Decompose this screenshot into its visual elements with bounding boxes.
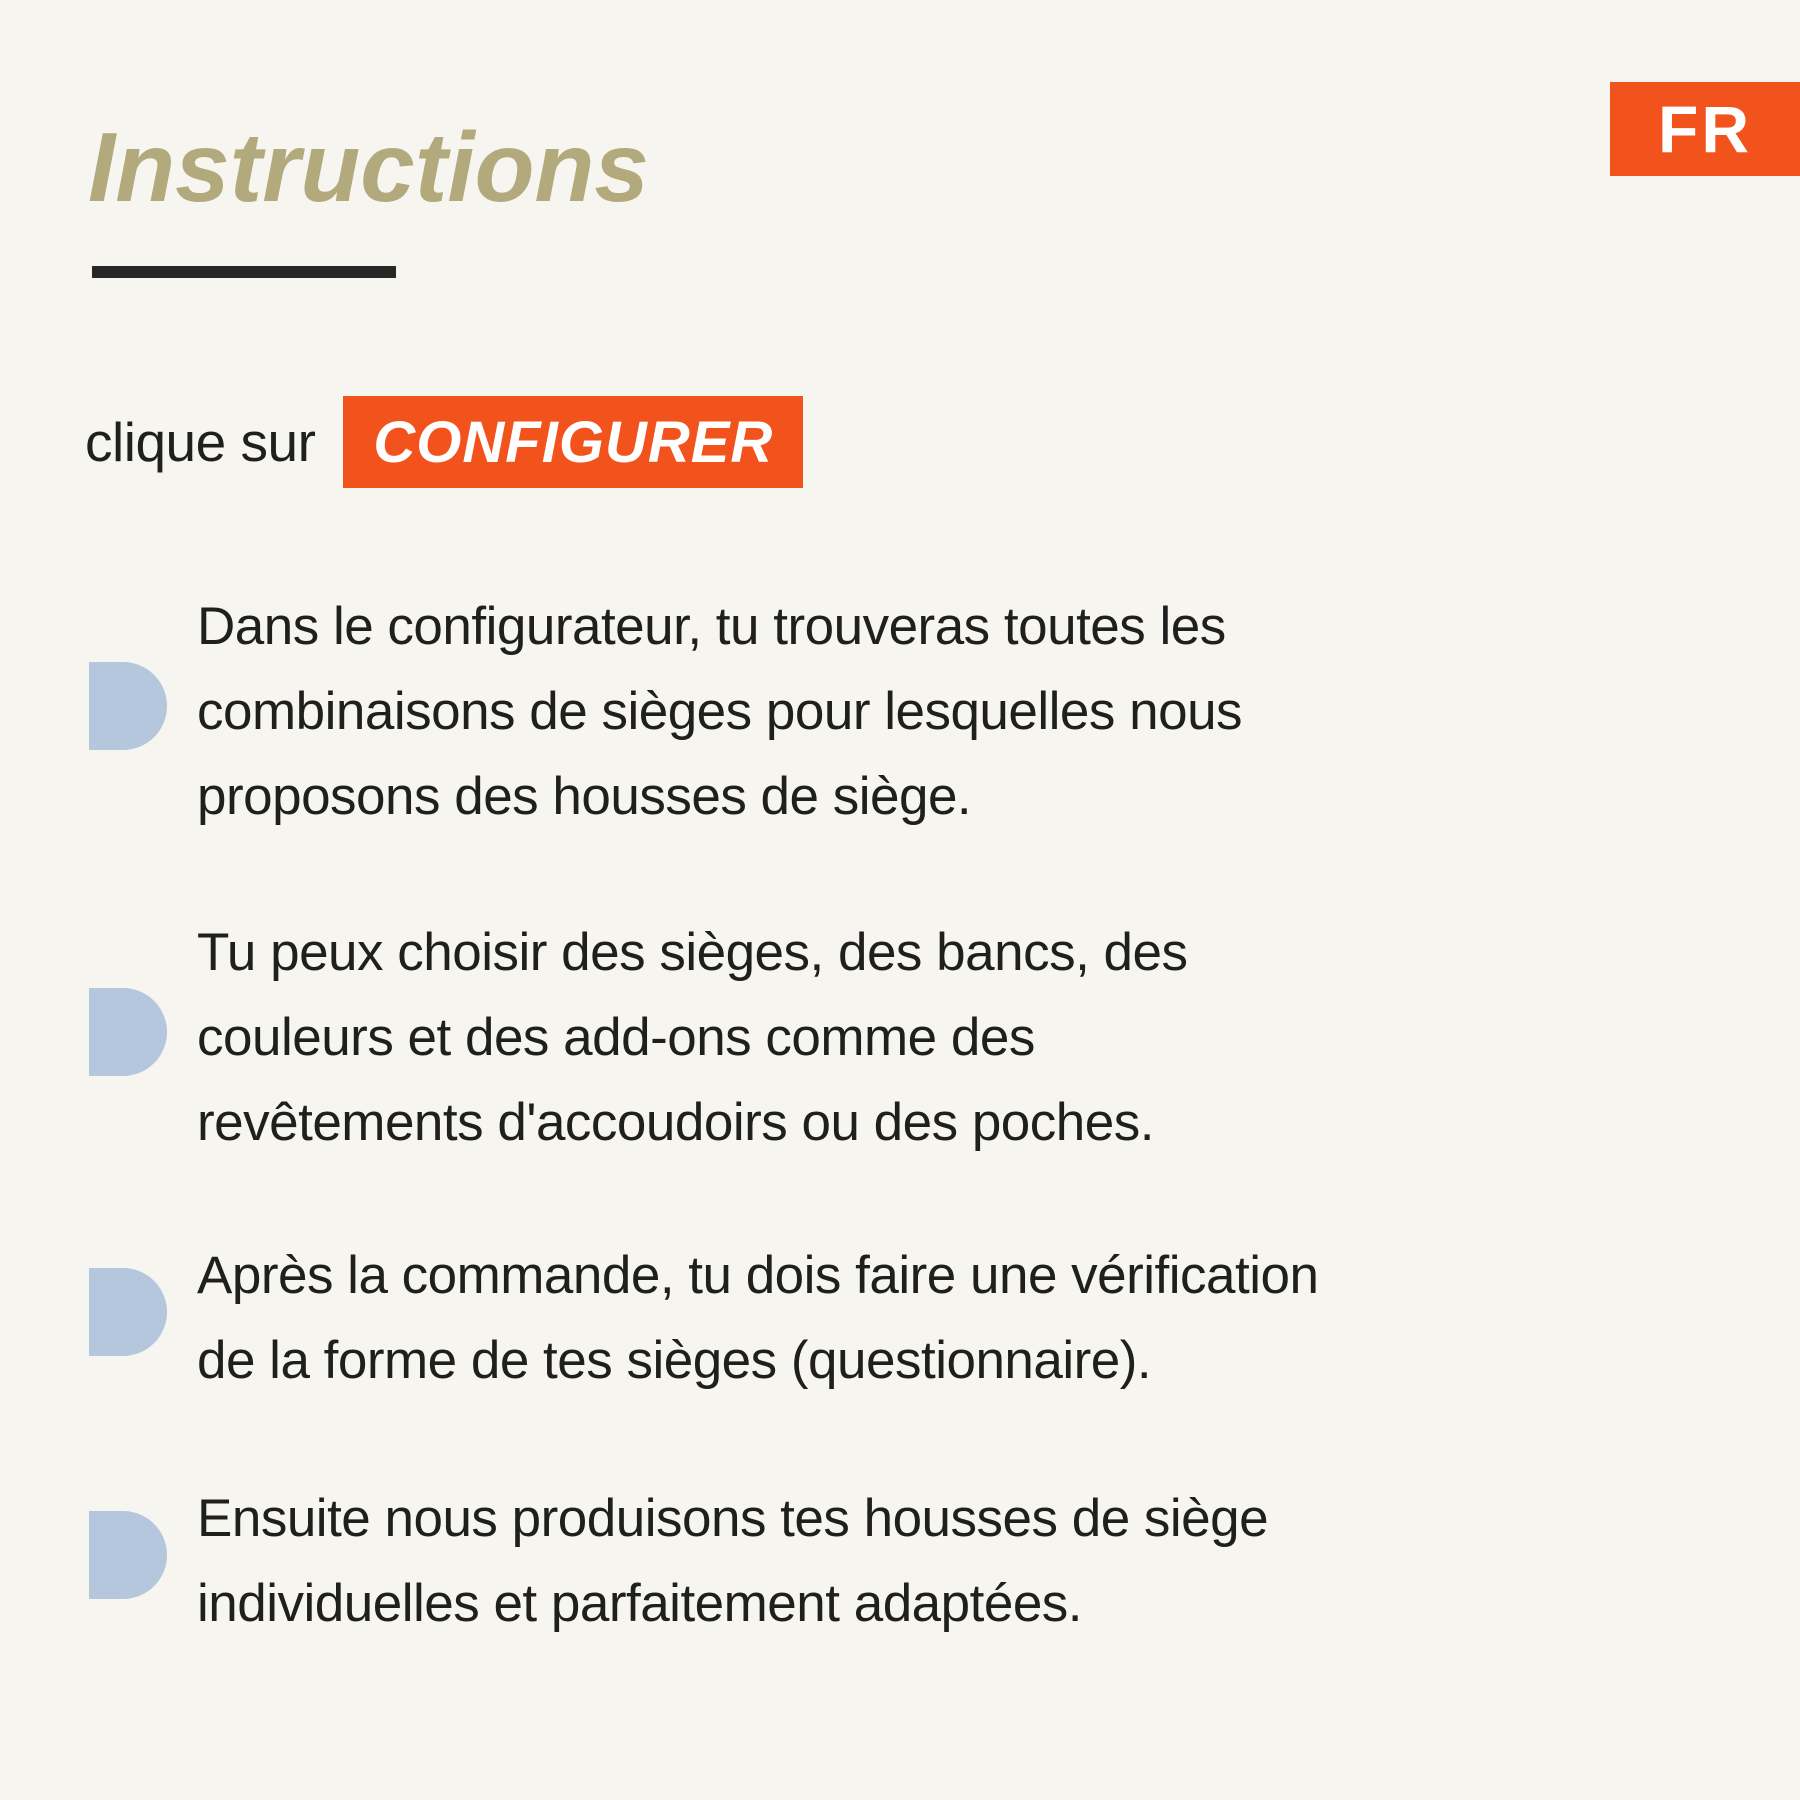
configurer-button[interactable]: CONFIGURER xyxy=(343,396,803,488)
page-title: Instructions xyxy=(88,112,649,222)
bullet-line: Tu peux choisir des sièges, des bancs, des xyxy=(197,923,1188,982)
bullet-line: revêtements d'accoudoirs ou des poches. xyxy=(197,1093,1154,1152)
language-badge: FR xyxy=(1610,82,1800,176)
bullet-marker-icon xyxy=(89,988,167,1076)
bullet-text-1 xyxy=(197,584,1242,839)
bullet-item-1 xyxy=(89,584,1242,839)
bullet-line: couleurs et des add-ons comme des xyxy=(197,1008,1035,1067)
bullet-text-2 xyxy=(197,910,1187,1165)
bullet-line: combinaisons de sièges pour lesquelles nous xyxy=(197,682,1243,741)
lead-text: clique sur xyxy=(85,411,316,473)
bullet-item-3 xyxy=(89,1233,1318,1403)
bullet-line: Ensuite nous produisons tes housses de siège xyxy=(197,1489,1269,1548)
lead-instruction xyxy=(85,396,803,488)
bullet-marker-icon xyxy=(89,1268,167,1356)
bullet-line: individuelles et parfaitement adaptées. xyxy=(197,1574,1083,1633)
bullet-item-2 xyxy=(89,910,1187,1165)
bullet-item-4 xyxy=(89,1476,1268,1646)
bullet-text-4 xyxy=(197,1476,1268,1646)
bullet-text-3 xyxy=(197,1233,1318,1403)
title-underline xyxy=(92,266,396,278)
bullet-line: proposons des housses de siège. xyxy=(197,767,972,826)
bullet-marker-icon xyxy=(89,1511,167,1599)
bullet-line: Dans le configurateur, tu trouveras toutes les xyxy=(197,597,1226,656)
bullet-marker-icon xyxy=(89,662,167,750)
bullet-line: de la forme de tes sièges (questionnaire). xyxy=(197,1331,1152,1390)
bullet-line: Après la commande, tu dois faire une vérification xyxy=(197,1246,1319,1305)
